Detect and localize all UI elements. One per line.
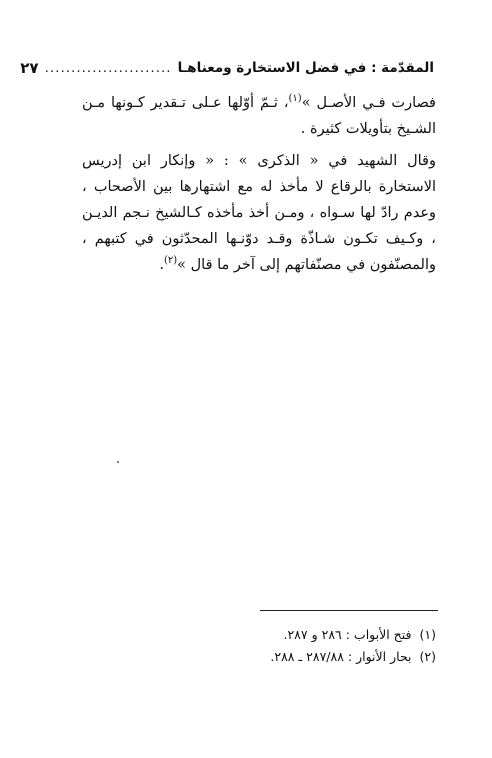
paragraph <box>82 90 436 142</box>
footnote <box>82 624 436 646</box>
leader-dots: ........................ <box>44 60 172 76</box>
running-header <box>20 56 434 80</box>
footnote-ref: (٢) <box>163 255 178 267</box>
footnote-text: بحار الأنوار : ٢٨٧/٨٨ ـ ٢٨٨. <box>270 649 412 664</box>
paragraph-text: فصارت فـي الأصـل » <box>301 95 436 111</box>
footnote <box>82 646 436 668</box>
paragraph <box>82 148 436 278</box>
footnote-number: (٢) <box>419 649 436 664</box>
paragraph-text: ، ثـمّ أوّلها عـلى تـقدير كـونها مـن الشـيخ بتأويلات كثيرة . <box>82 95 436 137</box>
footnote-text: فتح الأبواب : ٢٨٦ و ٢٨٧. <box>283 627 412 642</box>
body-text <box>82 90 436 278</box>
paragraph-text: وقال الشهيد في « الذكرى » : « وإنكار ابن إدريس الاستخارة بالرقاع لا مأخذ له مع اشتهارها بين الأصحاب ، وعدم رادّ لها سـواه ، ومـن أخذ مأخذه كـالشيخ نـجم الديـن ، وكـيف تكـون شـاذّة وقـد دوّنـها المحدّثون في كتبهم ، والمصنّفون في مصنّفاتهم إلى آخر ما قال » <box>82 153 436 273</box>
footnote-separator <box>260 610 438 611</box>
page-number: ٢٧ <box>20 59 39 77</box>
print-speck <box>117 461 119 463</box>
footnote-number: (١) <box>419 627 436 642</box>
chapter-title: المقدّمة : في فضل الاستخارة ومعناهـا <box>177 60 434 76</box>
paragraph-text: . <box>159 257 164 273</box>
footnote-ref: (١) <box>288 93 302 105</box>
footnotes <box>82 624 436 668</box>
